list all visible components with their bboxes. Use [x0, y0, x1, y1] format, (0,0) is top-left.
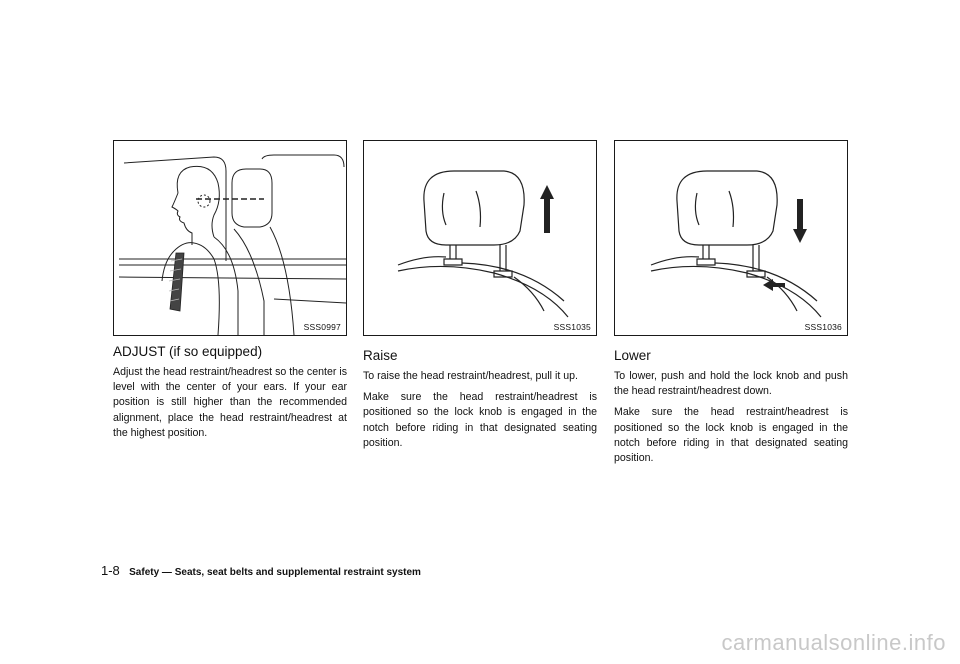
headrest-lower-illustration — [615, 141, 847, 335]
figure-adjust — [113, 140, 347, 336]
figure-code: SSS1035 — [553, 322, 591, 332]
section-paragraph: Adjust the head restraint/headrest so the center is level with the center of your ears. If your ear position is still higher than the recommended alignment, place the head restraint/headrest at the highest position. — [113, 366, 347, 439]
figure-raise — [363, 140, 597, 336]
page-number: 1-8 — [101, 563, 120, 578]
section-paragraph: Make sure the head restraint/headrest is positioned so the lock knob is engaged in the notch before riding in that designated seating position. — [614, 406, 848, 465]
column-raise — [363, 140, 597, 457]
section-paragraph: Make sure the head restraint/headrest is positioned so the lock knob is engaged in the notch before riding in that designated seating position. — [363, 391, 597, 449]
person-headrest-illustration — [114, 141, 346, 335]
section-heading: ADJUST (if so equipped) — [113, 344, 263, 359]
headrest-raise-illustration — [364, 141, 596, 335]
section-title: Safety — Seats, seat belts and supplemental restraint system — [129, 567, 421, 578]
section-heading: Raise — [363, 348, 398, 363]
page-footer — [101, 563, 421, 578]
section-heading: Lower — [614, 348, 651, 363]
figure-code: SSS1036 — [804, 322, 842, 332]
column-adjust — [113, 140, 347, 447]
column-lower — [614, 140, 848, 472]
section-paragraph: To lower, push and hold the lock knob and push the head restraint/headrest down. — [614, 370, 848, 398]
watermark: carmanualsonline.info — [721, 630, 946, 655]
section-paragraph: To raise the head restraint/headrest, pull it up. — [363, 370, 578, 382]
figure-code: SSS0997 — [303, 322, 341, 332]
figure-lower — [614, 140, 848, 336]
